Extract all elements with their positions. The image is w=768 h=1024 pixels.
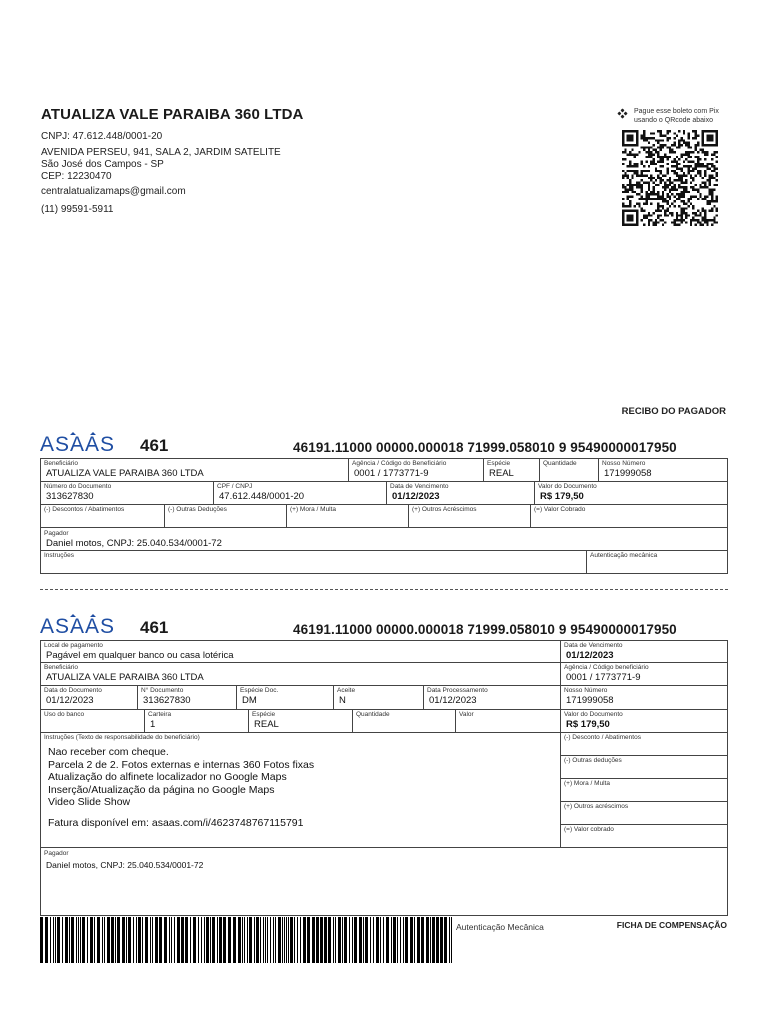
barcode-bar <box>204 917 205 963</box>
barcode-bar <box>249 917 252 963</box>
barcode-bar <box>275 917 276 963</box>
value-vencimento: 01/12/2023 <box>392 491 440 502</box>
company-name: ATUALIZA VALE PARAIBA 360 LTDA <box>41 106 304 123</box>
barcode-bar <box>376 917 379 963</box>
barcode-bar <box>370 917 371 963</box>
digitable-line-ficha[interactable]: 46191.11000 00000.000018 71999.058010 9 95490000017950 <box>293 622 677 637</box>
barcode-bar <box>193 917 196 963</box>
barcode-bar <box>405 917 408 963</box>
barcode-bar <box>338 917 341 963</box>
barcode-bar <box>300 917 301 963</box>
value-valor-documento: R$ 179,50 <box>540 491 584 502</box>
label-valor-documento: Valor do Documento <box>538 483 597 490</box>
barcode-bar <box>244 917 245 963</box>
bank-code: 461 <box>140 436 169 455</box>
barcode-bar <box>53 917 54 963</box>
barcode-bar <box>260 917 261 963</box>
barcode-bar <box>117 917 120 963</box>
barcode-bar <box>436 917 439 963</box>
svg-text:ASAAS: ASAAS <box>40 433 116 455</box>
barcode-bar <box>181 917 184 963</box>
label-outras-deducoes-ficha: (-) Outras deduções <box>564 757 622 764</box>
barcode-bar <box>87 917 88 963</box>
label-quantidade-ficha: Quantidade <box>356 711 390 718</box>
barcode-bar <box>393 917 396 963</box>
company-phone: (11) 99591-5911 <box>41 204 114 215</box>
barcode-bar <box>174 917 175 963</box>
barcode-bar <box>133 917 134 963</box>
barcode-bar <box>286 917 287 963</box>
barcode-bar <box>354 917 357 963</box>
value-numero-documento: 313627830 <box>46 491 94 502</box>
barcode-bar <box>159 917 162 963</box>
value-beneficiario: ATUALIZA VALE PARAIBA 360 LTDA <box>46 468 204 479</box>
barcode-bar <box>352 917 353 963</box>
barcode-bar <box>403 917 404 963</box>
label-local-pagamento: Local de pagamento <box>44 642 103 649</box>
barcode-bar <box>201 917 202 963</box>
label-valor-cobrado-ficha: (=) Valor cobrado <box>564 826 614 833</box>
barcode-bar <box>263 917 264 963</box>
barcode-bar <box>136 917 137 963</box>
barcode-bar <box>265 917 266 963</box>
barcode-bar <box>400 917 401 963</box>
pix-instruction: Pague esse boleto com Pix usando o QRcode abaixo <box>634 108 719 124</box>
barcode-bar <box>198 917 199 963</box>
label-data-documento: Data do Documento <box>44 687 102 694</box>
autenticacao-mecanica: Autenticação Mecânica <box>456 922 544 932</box>
label-valor-cobrado: (=) Valor Cobrado <box>534 506 586 513</box>
value-agencia: 0001 / 1773771-9 <box>354 468 429 479</box>
value-beneficiario-ficha: ATUALIZA VALE PARAIBA 360 LTDA <box>46 672 204 683</box>
bank-code-ficha: 461 <box>140 618 169 637</box>
label-autenticacao: Autenticação mecânica <box>590 552 658 559</box>
barcode-bar <box>421 917 424 963</box>
cut-line <box>40 589 728 590</box>
value-numero-documento-ficha: 313627830 <box>143 695 191 706</box>
barcode-bar <box>212 917 215 963</box>
barcode-bar <box>267 917 268 963</box>
value-pagador: Daniel motos, CNPJ: 25.040.534/0001-72 <box>46 538 222 549</box>
barcode-bar <box>440 917 443 963</box>
barcode-bar <box>254 917 255 963</box>
label-especie: Espécie <box>487 460 511 467</box>
barcode-bar <box>128 917 131 963</box>
barcode-bar <box>164 917 167 963</box>
barcode-bar <box>62 917 63 963</box>
barcode-bar <box>65 917 68 963</box>
barcode-bar <box>102 917 103 963</box>
barcode-bar <box>328 917 331 963</box>
value-valor-documento-ficha: R$ 179,50 <box>566 719 610 730</box>
barcode-bar <box>365 917 368 963</box>
barcode-bar <box>115 917 116 963</box>
label-especie-doc: Espécie Doc. <box>240 687 279 694</box>
label-outras-deducoes: (-) Outras Deduções <box>168 506 227 513</box>
barcode-bar <box>414 917 415 963</box>
barcode-bar <box>432 917 435 963</box>
label-numero-documento-ficha: N° Documento <box>141 687 184 694</box>
barcode-bar <box>142 917 143 963</box>
barcode-bar <box>410 917 413 963</box>
barcode-bar <box>171 917 172 963</box>
barcode-bar <box>50 917 51 963</box>
barcode-bar <box>386 917 389 963</box>
barcode-bar <box>40 917 43 963</box>
barcode-bar <box>335 917 336 963</box>
barcode-bar <box>270 917 271 963</box>
label-descontos: (-) Descontos / Abatimentos <box>44 506 125 513</box>
barcode-bar <box>69 917 70 963</box>
barcode-bar <box>373 917 374 963</box>
asaas-logo-ficha <box>40 613 124 637</box>
barcode-bar <box>217 917 218 963</box>
value-data-documento: 01/12/2023 <box>46 695 94 706</box>
label-acrescimos-ficha: (+) Outros acréscimos <box>564 803 629 810</box>
receipt-title: RECIBO DO PAGADOR <box>621 406 726 417</box>
label-numero-documento: Número do Documento <box>44 483 112 490</box>
label-quantidade: Quantidade <box>543 460 577 467</box>
barcode-bar <box>150 917 151 963</box>
barcode-bar <box>94 917 95 963</box>
barcode-bar <box>290 917 293 963</box>
value-data-processamento: 01/12/2023 <box>429 695 477 706</box>
barcode-bar <box>391 917 392 963</box>
barcode-bar <box>282 917 283 963</box>
svg-text:ASAAS: ASAAS <box>40 615 116 637</box>
barcode-bar <box>303 917 306 963</box>
barcode-bar <box>288 917 289 963</box>
barcode-bar <box>145 917 148 963</box>
label-outros-acrescimos: (+) Outros Acréscimos <box>412 506 477 513</box>
label-desconto-ficha: (-) Desconto / Abatimentos <box>564 734 641 741</box>
label-cpf-cnpj: CPF / CNPJ <box>217 483 253 490</box>
barcode-bar <box>247 917 248 963</box>
company-city: São José dos Campos - SP <box>41 159 164 170</box>
value-vencimento-ficha: 01/12/2023 <box>566 650 614 661</box>
barcode-bar <box>383 917 384 963</box>
barcode-bar <box>256 917 259 963</box>
company-cnpj: CNPJ: 47.612.448/0001-20 <box>41 131 163 142</box>
barcode-bar <box>297 917 298 963</box>
label-mora-ficha: (+) Mora / Multa <box>564 780 611 787</box>
value-local-pagamento: Pagável em qualquer banco ou casa lotérica <box>46 650 234 661</box>
barcode-bar <box>206 917 209 963</box>
label-beneficiario-ficha: Beneficiário <box>44 664 78 671</box>
barcode-bar <box>294 917 295 963</box>
barcode-bar <box>228 917 231 963</box>
barcode-bar <box>417 917 420 963</box>
value-pagador-ficha: Daniel motos, CNPJ: 25.040.534/0001-72 <box>46 860 204 870</box>
barcode-bar <box>233 917 236 963</box>
label-pagador: Pagador <box>44 530 69 537</box>
barcode-bar <box>71 917 74 963</box>
barcode-bar <box>344 917 347 963</box>
barcode-bar <box>363 917 364 963</box>
barcode-bar <box>78 917 79 963</box>
label-beneficiario: Beneficiário <box>44 460 78 467</box>
barcode-bar <box>210 917 211 963</box>
barcode-bar <box>126 917 127 963</box>
barcode-bar <box>55 917 56 963</box>
value-especie: REAL <box>489 468 514 479</box>
barcode-bar <box>359 917 362 963</box>
label-nosso-numero-ficha: Nosso Número <box>564 687 608 694</box>
barcode-bar <box>307 917 310 963</box>
label-uso-banco: Uso do banco <box>44 711 85 718</box>
barcode-bar <box>76 917 77 963</box>
barcode-bar <box>111 917 114 963</box>
barcode-bar <box>238 917 241 963</box>
instrucao-line: Nao receber com cheque. <box>48 746 169 758</box>
barcode-bar <box>45 917 48 963</box>
label-aceite: Aceite <box>337 687 356 694</box>
barcode[interactable] <box>40 917 452 963</box>
barcode-bar <box>190 917 191 963</box>
value-especie-doc: DM <box>242 695 257 706</box>
barcode-bar <box>82 917 85 963</box>
barcode-bar <box>138 917 141 963</box>
label-mora-multa: (+) Mora / Multa <box>290 506 337 513</box>
barcode-bar <box>80 917 81 963</box>
barcode-bar <box>152 917 153 963</box>
instrucao-line: Inserção/Atualização da página no Google Maps <box>48 783 275 796</box>
value-carteira: 1 <box>150 719 156 730</box>
instrucao-line: Atualização do alfinete localizador no Google Maps <box>48 771 287 783</box>
barcode-bar <box>90 917 93 963</box>
label-carteira: Carteira <box>148 711 172 718</box>
label-agencia-ficha: Agência / Código beneficiário <box>564 664 649 671</box>
pix-icon <box>617 108 628 119</box>
barcode-bar <box>320 917 323 963</box>
fatura-link[interactable]: Fatura disponível em: asaas.com/i/4623748767115791 <box>48 816 304 829</box>
barcode-bar <box>380 917 381 963</box>
barcode-bar <box>169 917 170 963</box>
company-cep: CEP: 12230470 <box>41 171 112 182</box>
ficha-compensacao-title: FICHA DE COMPENSAÇÃO <box>616 920 727 930</box>
label-pagador-ficha: Pagador <box>44 850 69 857</box>
barcode-bar <box>242 917 243 963</box>
instrucao-line: Parcela 2 de 2. Fotos externas e internas 360 Fotos fixas <box>48 758 315 771</box>
barcode-bar <box>449 917 450 963</box>
instrucao-line: Video Slide Show <box>48 796 131 808</box>
barcode-bar <box>426 917 429 963</box>
barcode-bar <box>324 917 327 963</box>
barcode-bar <box>397 917 398 963</box>
ficha-grid <box>40 640 728 916</box>
value-aceite: N <box>339 695 346 706</box>
barcode-bar <box>273 917 274 963</box>
value-agencia-ficha: 0001 / 1773771-9 <box>566 672 641 683</box>
barcode-bar <box>122 917 125 963</box>
label-agencia: Agência / Código do Beneficiário <box>352 460 447 467</box>
barcode-bar <box>177 917 180 963</box>
barcode-bar <box>97 917 100 963</box>
barcode-bar <box>278 917 281 963</box>
barcode-bar <box>185 917 188 963</box>
label-valor: Valor <box>459 711 474 718</box>
instrucoes-block <box>44 742 560 829</box>
barcode-bar <box>316 917 319 963</box>
barcode-bar <box>342 917 343 963</box>
label-especie-ficha: Espécie <box>252 711 276 718</box>
label-data-processamento: Data Processamento <box>427 687 488 694</box>
barcode-bar <box>349 917 350 963</box>
receipt-grid <box>40 458 728 574</box>
barcode-bar <box>312 917 315 963</box>
barcode-bar <box>444 917 447 963</box>
barcode-bar <box>104 917 105 963</box>
asaas-logo <box>40 431 124 455</box>
digitable-line[interactable]: 46191.11000 00000.000018 71999.058010 9 95490000017950 <box>293 440 677 455</box>
label-valor-documento-ficha: Valor do Documento <box>564 711 623 718</box>
barcode-bar <box>107 917 110 963</box>
pix-qr-code[interactable] <box>622 130 718 226</box>
label-vencimento-ficha: Data de Vencimento <box>564 642 623 649</box>
value-especie-ficha: REAL <box>254 719 279 730</box>
value-nosso-numero: 171999058 <box>604 468 652 479</box>
barcode-bar <box>451 917 452 963</box>
barcode-bar <box>333 917 334 963</box>
label-nosso-numero: Nosso Número <box>602 460 646 467</box>
barcode-bar <box>284 917 285 963</box>
label-instrucoes-ficha: Instruções (Texto de responsabilidade do beneficiário) <box>44 734 200 741</box>
barcode-bar <box>155 917 158 963</box>
company-email[interactable]: centralatualizamaps@gmail.com <box>41 186 186 197</box>
value-cpf-cnpj: 47.612.448/0001-20 <box>219 491 305 502</box>
company-address: AVENIDA PERSEU, 941, SALA 2, JARDIM SATELITE <box>41 147 281 158</box>
barcode-bar <box>430 917 431 963</box>
barcode-bar <box>223 917 226 963</box>
barcode-bar <box>219 917 222 963</box>
value-nosso-numero-ficha: 171999058 <box>566 695 614 706</box>
barcode-bar <box>57 917 60 963</box>
label-vencimento: Data de Vencimento <box>390 483 449 490</box>
label-instrucoes: Instruções <box>44 552 74 559</box>
